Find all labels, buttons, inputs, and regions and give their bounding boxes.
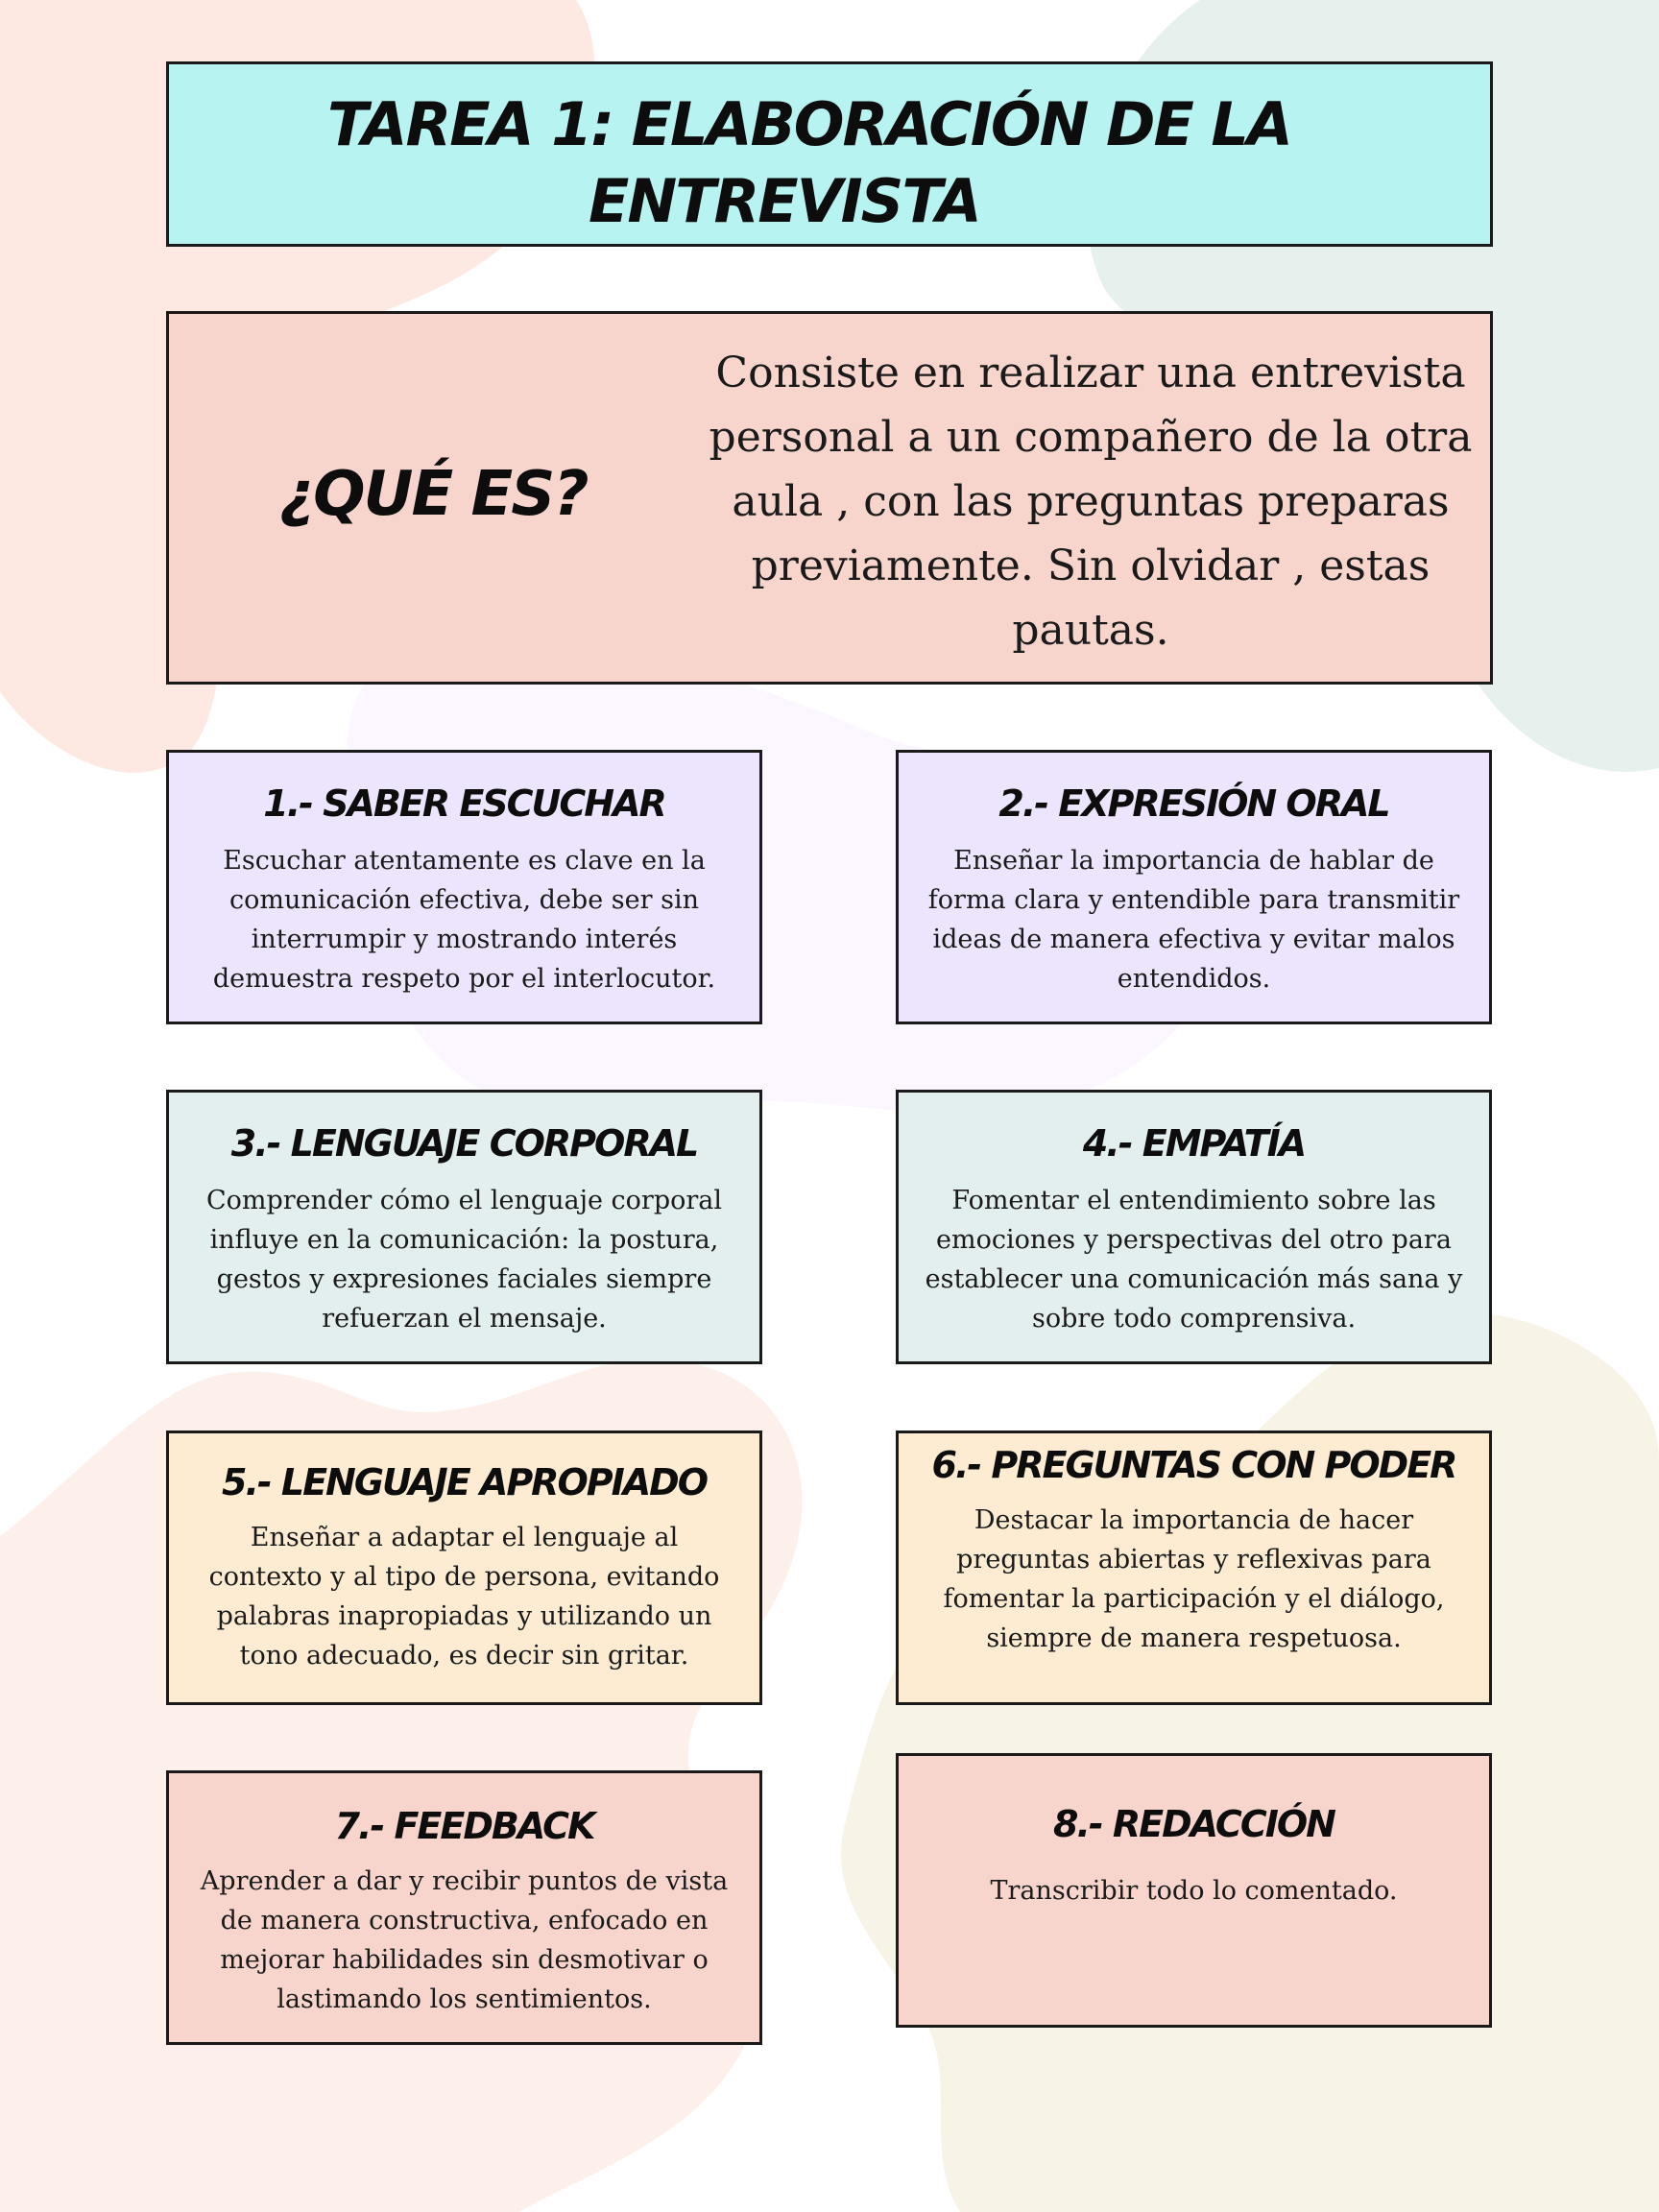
definition-heading: ¿QUÉ ES? <box>279 459 588 530</box>
guideline-card-title: 5.- LENGUAJE APROPIADO <box>222 1461 707 1503</box>
guideline-card-appropriate-language <box>166 1431 762 1705</box>
guideline-card-title: 1.- SABER ESCUCHAR <box>263 782 665 825</box>
guideline-card-text: Transcribir todo lo comentado. <box>990 1876 1398 1906</box>
guideline-card-writing <box>896 1753 1492 2028</box>
guideline-card-body-language <box>166 1090 762 1364</box>
guideline-card-text: Destacar la importancia de hacer preguntas abiertas y reflexivas para fomentar la participación y el diálogo, siempre de manera respetuosa. <box>943 1505 1445 1653</box>
guideline-card-title: 3.- LENGUAJE CORPORAL <box>230 1122 698 1165</box>
guideline-card-text: Aprender a dar y recibir puntos de vista de manera constructiva, enfocado en mejorar habilidades sin desmotivar o lastimando los sentimientos. <box>200 1866 729 2014</box>
definition-panel <box>166 311 1493 685</box>
guideline-card-title: 4.- EMPATÍA <box>1082 1122 1306 1165</box>
guideline-card-text: Enseñar la importancia de hablar de forma clara y entendible para transmitir ideas de manera efectiva y evitar malos entendidos. <box>927 846 1460 994</box>
guideline-card-title: 6.- PREGUNTAS CON PODER <box>931 1444 1456 1486</box>
guideline-card-text: Comprender cómo el lenguaje corporal influye en la comunicación: la postura, gestos y expresiones faciales siempre refuerzan el mensaje. <box>205 1186 722 1334</box>
guideline-card-text: Fomentar el entendimiento sobre las emociones y perspectivas del otro para establecer una comunicación más sana y sobre todo comprensiva. <box>925 1186 1463 1334</box>
guideline-card-powerful-questions <box>896 1431 1492 1705</box>
guideline-card-feedback <box>166 1770 762 2045</box>
guideline-card-oral-expression <box>896 750 1492 1024</box>
guideline-card-listening <box>166 750 762 1024</box>
page-title-line-2: ENTREVISTA <box>589 166 980 236</box>
definition-text: Consiste en realizar una entrevista personal a un compañero de la otra aula , con las preguntas preparas previamente. Sin olvidar , estas pautas. <box>709 349 1473 655</box>
page-title-line-1: TAREA 1: ELABORACIÓN DE LA <box>327 89 1291 159</box>
guideline-card-text: Escuchar atentamente es clave en la comunicación efectiva, debe ser sin interrumpir y mostrando interés demuestra respeto por el interlocutor. <box>212 846 716 994</box>
guideline-card-title: 8.- REDACCIÓN <box>1053 1803 1334 1845</box>
guideline-card-text: Enseñar a adaptar el lenguaje al contexto y al tipo de persona, evitando palabras inapropiadas y utilizando un tono adecuado, es decir sin gritar. <box>208 1523 720 1671</box>
guideline-card-title: 2.- EXPRESIÓN ORAL <box>998 782 1389 825</box>
title-banner <box>166 61 1493 247</box>
guideline-card-empathy <box>896 1090 1492 1364</box>
guideline-card-title: 7.- FEEDBACK <box>334 1805 594 1847</box>
